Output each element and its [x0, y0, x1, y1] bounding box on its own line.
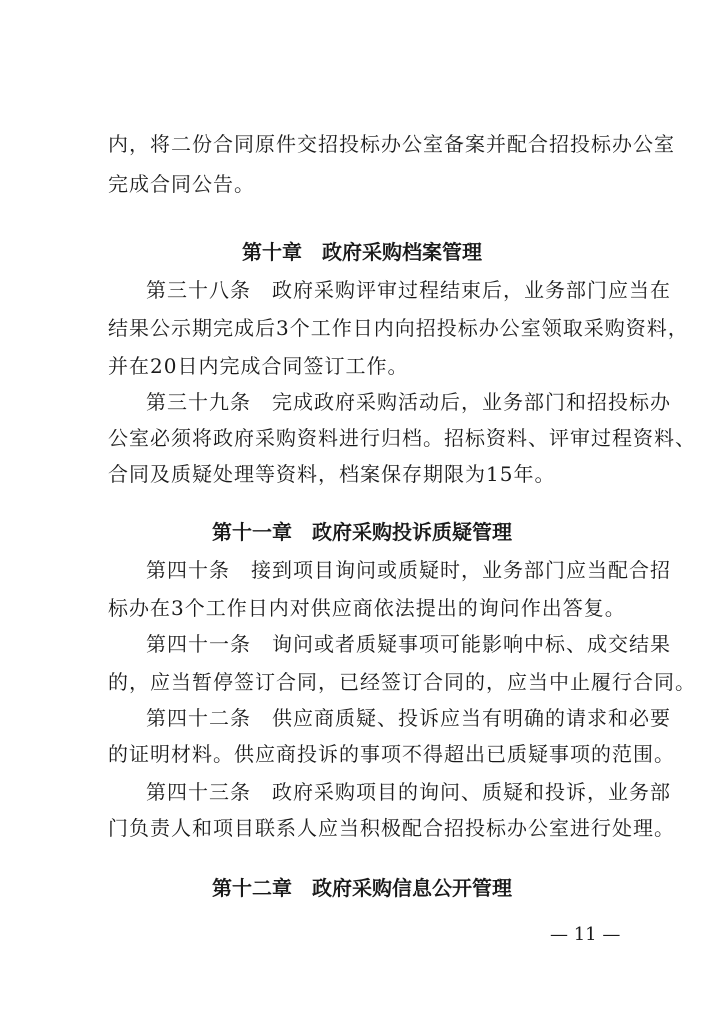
article-42-line: 的证明材料。供应商投诉的事项不得超出已质疑事项的范围。 — [108, 742, 675, 766]
article-40-line: 标办在3个工作日内对供应商依法提出的询问作出答复。 — [108, 596, 626, 620]
paragraph-line: 完成合同公告。 — [108, 172, 255, 196]
paragraph-line: 内，将二份合同原件交招投标办公室备案并配合招投标办公室 — [108, 132, 675, 156]
page-number: — 11 — — [550, 924, 621, 945]
article-42-line: 第四十二条 供应商质疑、投诉应当有明确的请求和必要 — [146, 706, 671, 730]
chapter-12-title: 第十二章 政府采购信息公开管理 — [212, 876, 512, 900]
article-43-line: 门负责人和项目联系人应当积极配合招投标办公室进行处理。 — [108, 816, 675, 840]
article-39-line: 公室必须将政府采购资料进行归档。招标资料、评审过程资料、 — [108, 426, 696, 450]
article-38-line: 并在20日内完成合同签订工作。 — [108, 354, 409, 378]
article-38-line: 结果公示期完成后3个工作日内向招投标办公室领取采购资料， — [108, 316, 689, 340]
article-41-line: 第四十一条 询问或者质疑事项可能影响中标、成交结果 — [146, 632, 671, 656]
chapter-10-title: 第十章 政府采购档案管理 — [242, 240, 482, 264]
article-43-line: 第四十三条 政府采购项目的询问、质疑和投诉，业务部 — [146, 780, 671, 804]
article-39-line: 合同及质疑处理等资料，档案保存期限为15年。 — [108, 462, 556, 486]
chapter-11-title: 第十一章 政府采购投诉质疑管理 — [212, 520, 512, 544]
article-39-line: 第三十九条 完成政府采购活动后，业务部门和招投标办 — [146, 390, 671, 414]
article-41-line: 的，应当暂停签订合同，已经签订合同的，应当中止履行合同。 — [108, 670, 696, 694]
article-40-line: 第四十条 接到项目询问或质疑时，业务部门应当配合招 — [146, 558, 671, 582]
article-38-line: 第三十八条 政府采购评审过程结束后，业务部门应当在 — [146, 278, 671, 302]
